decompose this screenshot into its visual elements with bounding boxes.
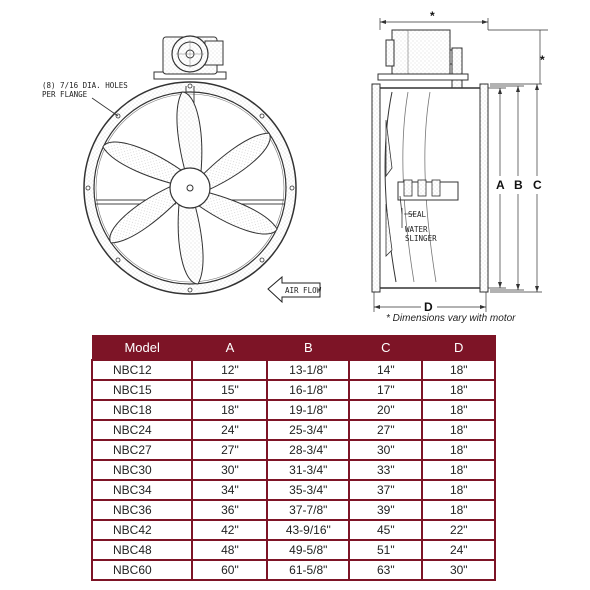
table-row bbox=[92, 380, 495, 400]
cell-model: NBC36 bbox=[92, 500, 192, 520]
cell-d: 18" bbox=[422, 460, 495, 480]
seal-label: SEAL bbox=[408, 210, 427, 219]
cell-b: 16-1/8" bbox=[267, 380, 349, 400]
fan-hub bbox=[170, 168, 210, 208]
cell-b: 13-1/8" bbox=[267, 360, 349, 380]
cell-b: 31-3/4" bbox=[267, 460, 349, 480]
table-row bbox=[92, 360, 495, 380]
cell-c: 51" bbox=[349, 540, 422, 560]
cell-model: NBC15 bbox=[92, 380, 192, 400]
fan-front-view bbox=[84, 36, 320, 302]
air-flow-label: AIR FLOW bbox=[285, 286, 322, 295]
dimension-c-label: C bbox=[533, 178, 542, 192]
cell-model: NBC60 bbox=[92, 560, 192, 580]
table-header-row bbox=[92, 336, 495, 361]
cell-c: 27" bbox=[349, 420, 422, 440]
header-b: B bbox=[267, 336, 349, 361]
header-a: A bbox=[192, 336, 267, 361]
motor-front bbox=[154, 36, 226, 79]
cell-a: 30" bbox=[192, 460, 267, 480]
table-header bbox=[92, 336, 495, 361]
holes-leader-line bbox=[92, 98, 118, 116]
cell-c: 17" bbox=[349, 380, 422, 400]
cell-d: 24" bbox=[422, 540, 495, 560]
cell-d: 22" bbox=[422, 520, 495, 540]
cell-b: 43-9/16" bbox=[267, 520, 349, 540]
cell-c: 39" bbox=[349, 500, 422, 520]
dimensions-table bbox=[91, 335, 496, 581]
cell-b: 35-3/4" bbox=[267, 480, 349, 500]
cell-c: 30" bbox=[349, 440, 422, 460]
cell-c: 37" bbox=[349, 480, 422, 500]
cell-d: 18" bbox=[422, 500, 495, 520]
cell-model: NBC42 bbox=[92, 520, 192, 540]
header-d: D bbox=[422, 336, 495, 361]
cell-a: 27" bbox=[192, 440, 267, 460]
dimension-width-star: * bbox=[430, 9, 435, 23]
table-row bbox=[92, 560, 495, 580]
dimension-a-label: A bbox=[496, 178, 505, 192]
water-slinger-label-line2: SLINGER bbox=[405, 234, 437, 243]
cell-a: 42" bbox=[192, 520, 267, 540]
header-model: Model bbox=[92, 336, 192, 361]
dimension-d-label: D bbox=[424, 300, 433, 314]
cell-b: 37-7/8" bbox=[267, 500, 349, 520]
water-slinger-label-line1: WATER bbox=[405, 225, 428, 234]
cell-model: NBC12 bbox=[92, 360, 192, 380]
table-row bbox=[92, 520, 495, 540]
table-row bbox=[92, 540, 495, 560]
cell-d: 18" bbox=[422, 480, 495, 500]
table-row bbox=[92, 480, 495, 500]
cell-a: 48" bbox=[192, 540, 267, 560]
cell-d: 18" bbox=[422, 400, 495, 420]
cell-d: 18" bbox=[422, 420, 495, 440]
cell-b: 28-3/4" bbox=[267, 440, 349, 460]
dimensions-footnote: * Dimensions vary with motor bbox=[386, 313, 516, 324]
cell-b: 49-5/8" bbox=[267, 540, 349, 560]
table-row bbox=[92, 420, 495, 440]
dimension-height-star: * bbox=[540, 53, 545, 67]
cell-b: 25-3/4" bbox=[267, 420, 349, 440]
dimension-b-label: B bbox=[514, 178, 523, 192]
cell-c: 63" bbox=[349, 560, 422, 580]
cell-a: 24" bbox=[192, 420, 267, 440]
cell-a: 60" bbox=[192, 560, 267, 580]
cell-a: 34" bbox=[192, 480, 267, 500]
cell-model: NBC30 bbox=[92, 460, 192, 480]
holes-note-line1: (8) 7/16 DIA. HOLES bbox=[42, 81, 128, 90]
cell-model: NBC27 bbox=[92, 440, 192, 460]
cell-c: 33" bbox=[349, 460, 422, 480]
cell-a: 36" bbox=[192, 500, 267, 520]
cell-model: NBC24 bbox=[92, 420, 192, 440]
table-body bbox=[92, 360, 495, 580]
cell-d: 30" bbox=[422, 560, 495, 580]
cell-c: 14" bbox=[349, 360, 422, 380]
cell-a: 15" bbox=[192, 380, 267, 400]
table-row bbox=[92, 400, 495, 420]
cell-b: 19-1/8" bbox=[267, 400, 349, 420]
table-row bbox=[92, 460, 495, 480]
cell-c: 20" bbox=[349, 400, 422, 420]
table-row bbox=[92, 500, 495, 520]
cell-model: NBC34 bbox=[92, 480, 192, 500]
cell-model: NBC48 bbox=[92, 540, 192, 560]
cell-d: 18" bbox=[422, 440, 495, 460]
fan-side-view bbox=[372, 18, 548, 312]
cell-d: 18" bbox=[422, 360, 495, 380]
header-c: C bbox=[349, 336, 422, 361]
cell-a: 18" bbox=[192, 400, 267, 420]
holes-note-line2: PER FLANGE bbox=[42, 90, 88, 99]
table-row bbox=[92, 440, 495, 460]
cell-c: 45" bbox=[349, 520, 422, 540]
cell-a: 12" bbox=[192, 360, 267, 380]
cell-model: NBC18 bbox=[92, 400, 192, 420]
cell-b: 61-5/8" bbox=[267, 560, 349, 580]
cell-d: 18" bbox=[422, 380, 495, 400]
